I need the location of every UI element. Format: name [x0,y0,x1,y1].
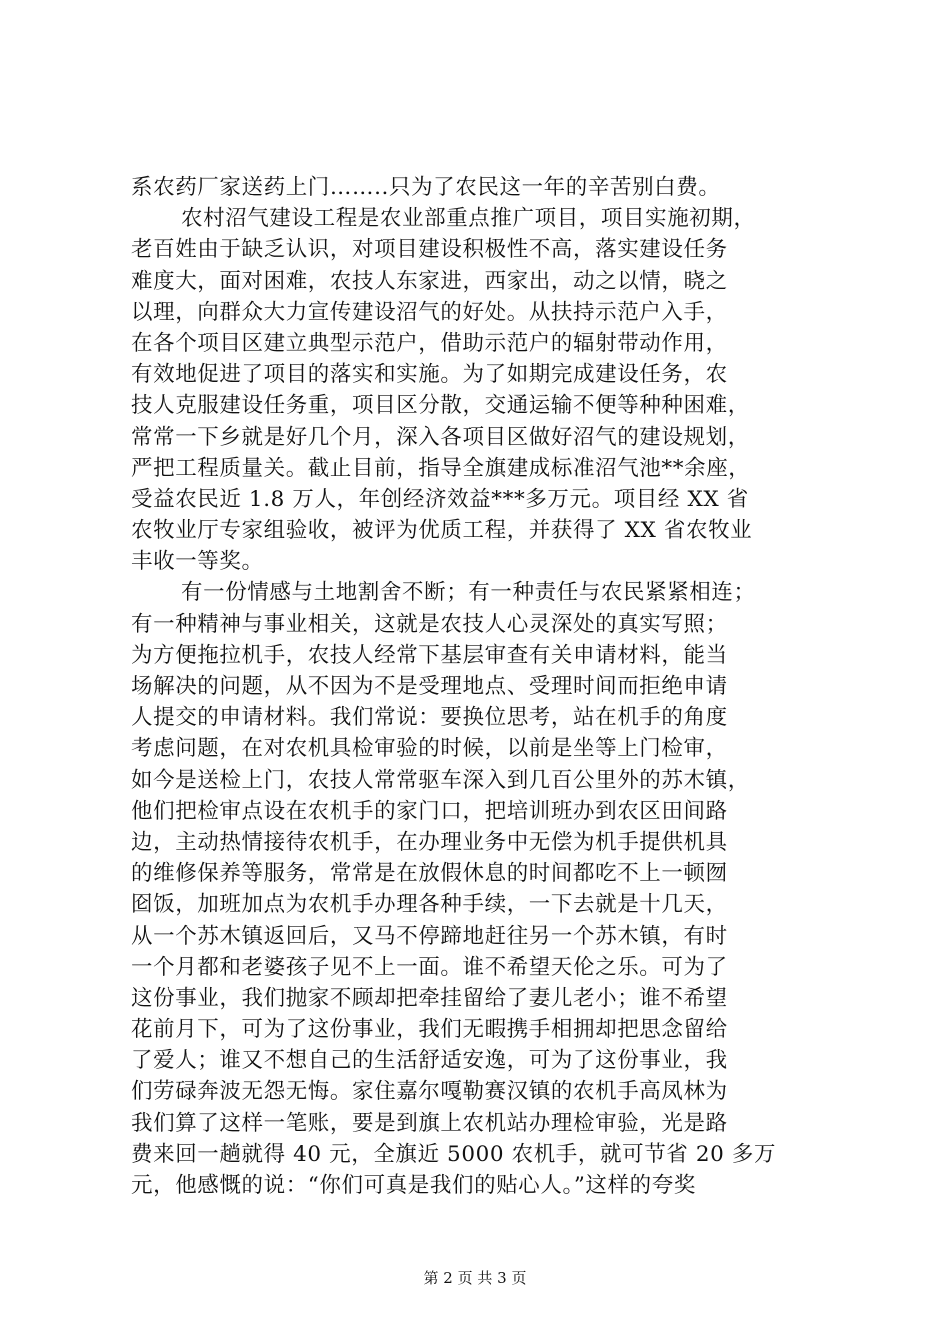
text-line: 边，主动热情接待农机手，在办理业务中无偿为机手提供机具 [131,829,728,855]
text-line: 严把工程质量关。截止目前，指导全旗建成标准沼气池**余座， [131,455,751,481]
text-line: 考虑问题，在对农机具检审验的时候，以前是坐等上门检审， [131,736,728,762]
text-line: 在各个项目区建立典型示范户，借助示范户的辐射带动作用， [131,330,728,356]
text-line: 有一种精神与事业相关，这就是农技人心灵深处的真实写照； [131,611,728,637]
text-line: 受益农民近 1.8 万人，年创经济效益***多万元。项目经 XX 省 [131,486,749,512]
page-footer: 第 2 页 共 3 页 [423,1269,527,1287]
text-line: 系农药厂家送药上门……..只为了农民这一年的辛苦别白费。 [131,175,721,200]
text-line: 我们算了这样一笔账，要是到旗上农机站办理检审验，光是路 [131,1110,728,1136]
text-line: 农牧业厅专家组验收，被评为优质工程，并获得了 XX 省农牧业 [131,518,753,544]
document-body [131,172,831,1201]
text-line: 为方便拖拉机手，农技人经常下基层审查有关申请材料，能当 [131,642,728,668]
text-line: 他们把检审点设在农机手的家门口，把培训班办到农区田间路 [131,798,728,824]
text-line: 元，他感慨的说：“你们可真是我们的贴心人。”这样的夸奖 [131,1173,696,1198]
text-line: 一个月都和老婆孩子见不上一面。谁不希望天伦之乐。可为了 [131,954,728,980]
text-line: 技人克服建设任务重，项目区分散，交通运输不便等种种困难， [131,393,750,419]
text-line: 丰收一等奖。 [131,549,264,575]
text-line: 老百姓由于缺乏认识，对项目建设积极性不高，落实建设任务 [131,237,728,263]
text-line: 有效地促进了项目的落实和实施。为了如期完成建设任务，农 [131,362,728,388]
text-line: 这份事业，我们抛家不顾却把牵挂留给了妻儿老小；谁不希望 [131,985,728,1011]
text-line: 了爱人；谁又不想自己的生活舒适安逸，可为了这份事业，我 [131,1048,728,1074]
text-line: 花前月下，可为了这份事业，我们无暇携手相拥却把思念留给 [131,1017,728,1043]
text-line: 囵饭，加班加点为农机手办理各种手续，一下去就是十几天， [131,892,728,918]
text-line: 有一份情感与土地割舍不断；有一种责任与农民紧紧相连； [181,580,756,606]
text-line: 从一个苏木镇返回后，又马不停蹄地赶往另一个苏木镇，有时 [131,923,728,949]
text-line: 场解决的问题，从不因为不是受理地点、受理时间而拒绝申请 [131,674,728,699]
text-line: 以理，向群众大力宣传建设沼气的好处。从扶持示范户入手， [131,299,728,325]
text-line: 费来回一趟就得 40 元，全旗近 5000 农机手，就可节省 20 多万 [131,1141,777,1167]
text-line: 的维修保养等服务，常常是在放假休息的时间都吃不上一顿囫 [131,861,728,887]
paragraph [131,172,831,203]
text-line: 人提交的申请材料。我们常说：要换位思考，站在机手的角度 [131,705,728,731]
paragraph [131,577,831,1201]
text-line: 们劳碌奔波无怨无悔。家住嘉尔嘎勒赛汉镇的农机手高凤林为 [131,1079,728,1105]
text-line: 如今是送检上门，农技人常常驱车深入到几百公里外的苏木镇， [131,767,750,793]
text-line: 常常一下乡就是好几个月，深入各项目区做好沼气的建设规划， [131,424,750,450]
paragraph [131,203,831,577]
text-line: 农村沼气建设工程是农业部重点推广项目，项目实施初期， [181,206,756,232]
text-line: 难度大，面对困难，农技人东家进，西家出，动之以情，晓之 [131,268,728,294]
